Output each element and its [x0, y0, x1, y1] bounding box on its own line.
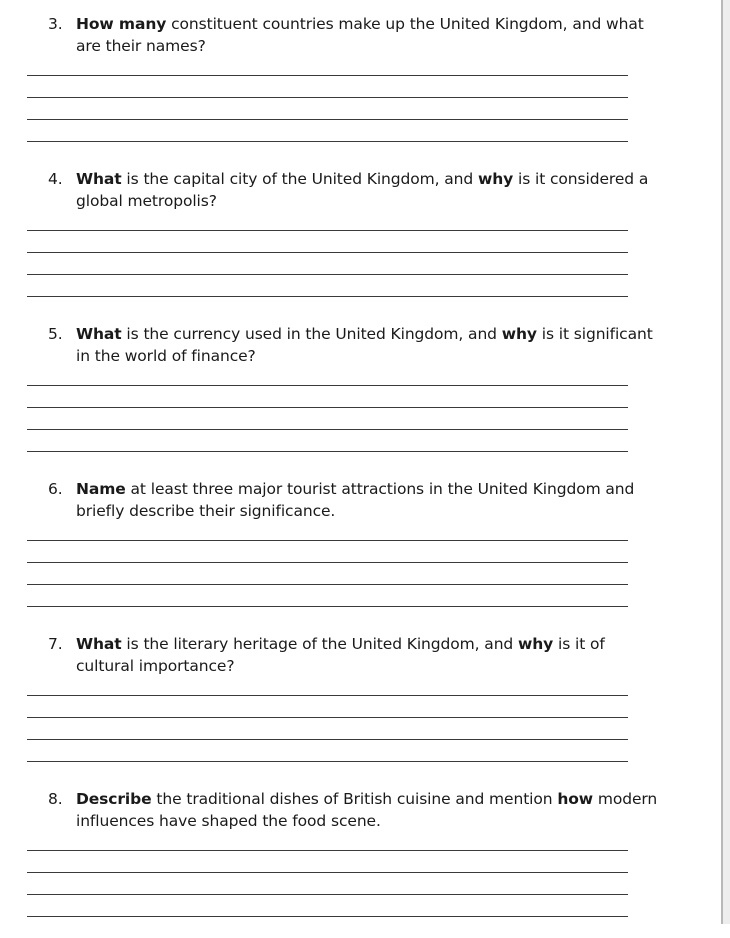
answer-line[interactable] [27, 717, 628, 718]
answer-line[interactable] [27, 584, 628, 585]
question-number: 8. [48, 790, 63, 808]
question-keyword: why [477, 170, 514, 188]
question-text [48, 633, 658, 677]
question-number: 3. [48, 15, 63, 33]
answer-line[interactable] [27, 252, 628, 253]
question-text [48, 323, 658, 367]
answer-line[interactable] [27, 407, 628, 408]
question-text-segment: is the capital city of the United Kingdom, and [121, 170, 478, 188]
question-keyword: What [76, 635, 122, 653]
question-prompt [76, 788, 658, 832]
answer-line[interactable] [27, 296, 628, 297]
question-number: 4. [48, 170, 63, 188]
question-prompt [76, 323, 658, 367]
answer-line[interactable] [27, 540, 628, 541]
answer-line[interactable] [27, 141, 628, 142]
answer-line[interactable] [27, 850, 628, 851]
question-block [0, 323, 721, 473]
answer-line[interactable] [27, 230, 628, 231]
question-text [48, 13, 658, 57]
question-text-segment: is the literary heritage of the United Kingdom, and [121, 635, 518, 653]
question-prompt [76, 478, 658, 522]
answer-line[interactable] [27, 75, 628, 76]
question-number: 5. [48, 325, 63, 343]
answer-line[interactable] [27, 695, 628, 696]
answer-line[interactable] [27, 606, 628, 607]
question-text [48, 168, 658, 212]
answer-line[interactable] [27, 385, 628, 386]
question-text [48, 478, 658, 522]
question-text-segment: is it significant in the world of finance? [76, 325, 653, 365]
question-prompt [76, 13, 658, 57]
answer-line[interactable] [27, 429, 628, 430]
question-prompt [76, 633, 658, 677]
question-text-segment: at least three major tourist attractions in the United Kingdom and briefly describe their significance. [76, 480, 635, 520]
question-keyword: How many [76, 15, 167, 33]
answer-line[interactable] [27, 739, 628, 740]
question-keyword: Name [76, 480, 126, 498]
question-text-segment: constituent countries make up the United Kingdom, and what are their names? [76, 15, 644, 55]
question-number: 6. [48, 480, 63, 498]
question-keyword: What [76, 325, 122, 343]
answer-line[interactable] [27, 894, 628, 895]
question-text-segment: is the currency used in the United Kingdom, and [121, 325, 502, 343]
question-text [48, 788, 658, 832]
question-text-segment: modern influences have shaped the food scene. [76, 790, 658, 830]
question-block [0, 633, 721, 783]
answer-line[interactable] [27, 562, 628, 563]
question-keyword: how [557, 790, 594, 808]
question-text-segment: the traditional dishes of British cuisine and mention [151, 790, 558, 808]
answer-line[interactable] [27, 451, 628, 452]
answer-line[interactable] [27, 761, 628, 762]
answer-line[interactable] [27, 274, 628, 275]
answer-line[interactable] [27, 97, 628, 98]
answer-line[interactable] [27, 872, 628, 873]
question-keyword: why [517, 635, 554, 653]
question-keyword: why [501, 325, 537, 343]
question-block [0, 478, 721, 628]
question-keyword: Describe [76, 790, 152, 808]
question-block [0, 13, 721, 163]
question-text-segment: is it of cultural importance? [76, 635, 605, 675]
question-text-segment: is it considered a global metropolis? [76, 170, 649, 210]
page-edge-shadow [723, 0, 730, 924]
question-keyword: What [76, 170, 122, 188]
question-number: 7. [48, 635, 63, 653]
question-block [0, 788, 721, 938]
answer-line[interactable] [27, 916, 628, 917]
question-block [0, 168, 721, 318]
answer-line[interactable] [27, 119, 628, 120]
question-prompt [76, 168, 658, 212]
